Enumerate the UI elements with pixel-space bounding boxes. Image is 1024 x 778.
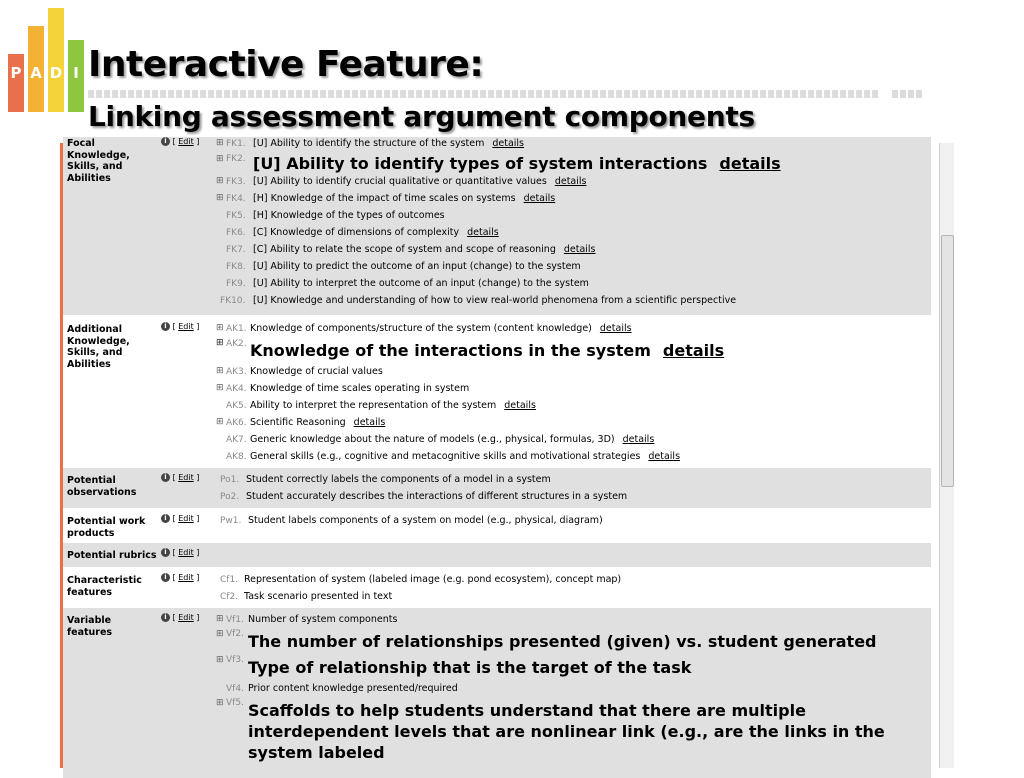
link-icon[interactable]: ⊞: [216, 193, 224, 203]
edit-link[interactable]: Edit: [178, 473, 194, 482]
item-text: [C] Ability to relate the scope of system and scope of reasoning details: [253, 244, 596, 255]
info-edit-group: i [ Edit ]: [161, 548, 199, 557]
section-focal-ksas: [63, 137, 931, 315]
item-text: [C] Knowledge of dimensions of complexity details: [253, 227, 499, 238]
item-text: Ability to interpret the representation of the system details: [250, 400, 536, 411]
item-code: Vf4.: [226, 684, 244, 694]
details-link[interactable]: details: [467, 227, 499, 238]
details-link[interactable]: details: [353, 417, 386, 428]
info-icon[interactable]: i: [161, 137, 170, 146]
item-code: Po1.: [220, 475, 240, 485]
design-pattern-panel: [60, 137, 944, 768]
page-subtitle: Linking assessment argument components: [88, 100, 755, 133]
section-potential-work-products: [63, 509, 931, 542]
info-edit-group: i [ Edit ]: [161, 613, 199, 622]
scrollbar-thumb[interactable]: [941, 235, 954, 487]
item-text: Student accurately describes the interactions of different structures in a system: [246, 491, 628, 502]
link-icon[interactable]: ⊞: [216, 366, 224, 376]
info-icon[interactable]: i: [161, 613, 170, 622]
item-text: Knowledge of components/structure of the system (content knowledge) details: [250, 323, 632, 334]
item-code: FK6.: [226, 228, 246, 238]
info-edit-group: i [ Edit ]: [161, 573, 199, 582]
item-code: FK1.: [226, 139, 246, 149]
link-icon[interactable]: ⊞: [216, 176, 224, 186]
item-code: Cf1.: [220, 575, 239, 585]
title-divider-end: [892, 90, 922, 98]
section-additional-ksas: [63, 317, 931, 467]
info-icon[interactable]: i: [161, 514, 170, 523]
info-edit-group: i [ Edit ]: [161, 473, 199, 482]
logo-letter: I: [73, 64, 79, 82]
info-edit-group: i [ Edit ]: [161, 137, 199, 146]
item-text: Knowledge of the interactions in the system details: [250, 341, 725, 360]
logo-letter: A: [30, 64, 42, 82]
section-label: Variable features: [67, 615, 113, 638]
link-icon[interactable]: ⊞: [216, 383, 224, 393]
section-label: Potential rubrics: [67, 550, 157, 561]
item-code: AK6.: [226, 418, 247, 428]
section-label: Characteristic features: [67, 575, 142, 598]
item-text: Prior content knowledge presented/required: [248, 683, 458, 694]
item-text: Type of relationship that is the target of the task: [248, 658, 692, 677]
edit-link[interactable]: Edit: [178, 137, 194, 146]
item-code: AK1.: [226, 324, 247, 334]
item-text: [H] Knowledge of the impact of time scales on systems details: [253, 193, 556, 204]
section-label: Potential work products: [67, 516, 146, 539]
item-text: Knowledge of time scales operating in system: [250, 383, 470, 394]
details-link[interactable]: details: [662, 341, 725, 360]
link-icon[interactable]: ⊞: [216, 138, 224, 148]
item-code: AK2.: [226, 339, 247, 349]
section-characteristic-features: [63, 568, 931, 607]
vertical-scrollbar[interactable]: [939, 143, 954, 768]
page-title: Interactive Feature:: [88, 44, 484, 85]
info-icon[interactable]: i: [161, 473, 170, 482]
item-text: [U] Ability to identify the structure of the system details: [253, 138, 525, 149]
padi-logo: [8, 8, 84, 112]
item-text: General skills (e.g., cognitive and metacognitive skills and motivational strategies details: [250, 451, 681, 462]
section-potential-rubrics: [63, 543, 931, 567]
details-link[interactable]: details: [599, 323, 632, 334]
item-text: The number of relationships presented (given) vs. student generated: [248, 632, 877, 651]
info-icon[interactable]: i: [161, 322, 170, 331]
item-code: Vf2.: [226, 629, 244, 639]
item-text: [H] Knowledge of the types of outcomes: [253, 210, 445, 221]
edit-link[interactable]: Edit: [178, 322, 194, 331]
info-edit-group: i [ Edit ]: [161, 322, 199, 331]
item-code: FK8.: [226, 262, 246, 272]
logo-bar-d: [48, 8, 64, 112]
item-code: AK4.: [226, 384, 247, 394]
item-code: FK5.: [226, 211, 246, 221]
item-text: Generic knowledge about the nature of models (e.g., physical, formulas, 3D) details: [250, 434, 655, 445]
item-text: Student correctly labels the components of a model in a system: [246, 474, 551, 485]
link-icon[interactable]: ⊞: [216, 629, 224, 639]
logo-bar-p: [8, 54, 24, 112]
logo-letter: P: [10, 64, 22, 82]
details-link[interactable]: details: [622, 434, 655, 445]
link-icon[interactable]: ⊞: [216, 338, 224, 348]
item-text: [U] Ability to interpret the outcome of an input (change) to the system: [253, 278, 589, 289]
item-text: Representation of system (labeled image (e.g. pond ecosystem), concept map): [244, 574, 622, 585]
section-label: Additional Knowledge, Skills, and Abilities: [67, 324, 130, 370]
item-text: [U] Knowledge and understanding of how to view real-world phenomena from a scientific perspective: [253, 295, 737, 306]
item-code: Po2.: [220, 492, 240, 502]
item-text: Scientific Reasoning details: [250, 417, 386, 428]
item-code: Vf5.: [226, 698, 244, 708]
details-link[interactable]: details: [554, 176, 587, 187]
item-code: FK9.: [226, 279, 246, 289]
item-text: [U] Ability to identify types of system interactions details: [253, 154, 781, 173]
title-divider: [88, 90, 880, 98]
section-label: Potential observations: [67, 475, 137, 498]
link-icon[interactable]: ⊞: [216, 323, 224, 333]
link-icon[interactable]: ⊞: [216, 154, 224, 164]
details-link[interactable]: details: [719, 154, 781, 173]
details-link[interactable]: details: [563, 244, 596, 255]
item-code: FK10.: [220, 296, 246, 306]
link-icon[interactable]: ⊞: [216, 655, 224, 665]
item-code: FK7.: [226, 245, 246, 255]
details-link[interactable]: details: [648, 451, 681, 462]
info-icon[interactable]: i: [161, 548, 170, 557]
item-code: Vf1.: [226, 615, 244, 625]
item-code: AK7.: [226, 435, 247, 445]
link-icon[interactable]: ⊞: [216, 614, 224, 624]
item-code: Pw1.: [220, 516, 242, 526]
section-variable-features: [63, 608, 931, 778]
item-code: AK8.: [226, 452, 247, 462]
item-text: [U] Ability to predict the outcome of an input (change) to the system: [253, 261, 581, 272]
edit-link[interactable]: Edit: [178, 548, 194, 557]
item-code: FK3.: [226, 177, 246, 187]
info-edit-group: i [ Edit ]: [161, 514, 199, 523]
details-link[interactable]: details: [492, 138, 525, 149]
item-text: Knowledge of crucial values: [250, 366, 383, 377]
item-code: Cf2.: [220, 592, 239, 602]
section-label: Focal Knowledge, Skills, and Abilities: [67, 138, 130, 184]
item-text: [U] Ability to identify crucial qualitative or quantitative values details: [253, 176, 587, 187]
section-potential-observations: [63, 468, 931, 508]
link-icon[interactable]: ⊞: [216, 698, 224, 708]
details-link[interactable]: details: [523, 193, 556, 204]
item-code: FK2.: [226, 154, 246, 164]
edit-link[interactable]: Edit: [178, 573, 194, 582]
item-text: Scaffolds to help students understand that there are multiple interdependent levels that are nonlinear link (e.g., are the links in the system labeled: [248, 701, 885, 762]
edit-link[interactable]: Edit: [178, 613, 194, 622]
item-text: Number of system components: [248, 614, 398, 625]
logo-letter: D: [49, 64, 63, 82]
item-text: Task scenario presented in text: [244, 591, 393, 602]
item-text: Student labels components of a system on model (e.g., physical, diagram): [248, 515, 603, 526]
details-link[interactable]: details: [504, 400, 536, 411]
item-code: AK3.: [226, 367, 247, 377]
item-code: AK5.: [226, 401, 247, 411]
link-icon[interactable]: ⊞: [216, 417, 224, 427]
edit-link[interactable]: Edit: [178, 514, 194, 523]
info-icon[interactable]: i: [161, 573, 170, 582]
item-code: Vf3.: [226, 655, 244, 665]
item-code: FK4.: [226, 194, 246, 204]
